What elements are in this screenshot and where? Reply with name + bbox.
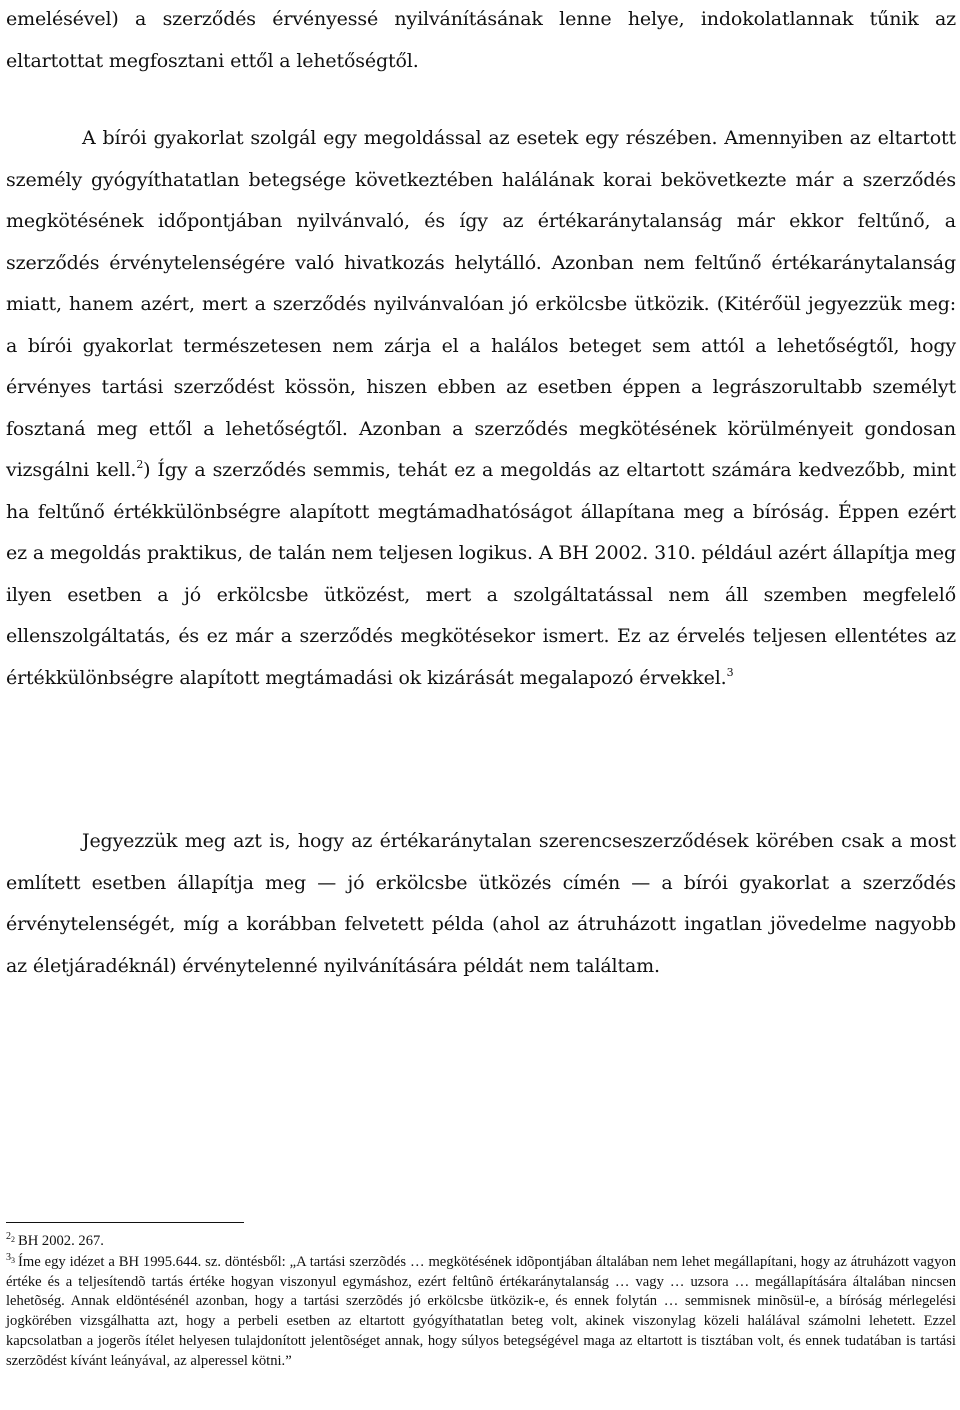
- footnote-reference-3[interactable]: 3: [726, 665, 734, 679]
- paragraph-judicial-practice: [6, 118, 956, 699]
- paragraph-text: Jegyezzük meg azt is, hogy az értékaránytalan szerencseszerződések körében csak a most említett esetben állapítja meg — jó erkölcsbe ütközés címén — a bírói gyakorlat a szerződés érvénytelenségét, míg a korábban felvetett példa (ahol az átruházott ingatlan jövedelme nagyobb az életjáradéknál) érvénytelenné nyilvánítására példát nem találtam.: [6, 830, 956, 977]
- footnote-text: Íme egy idézet a BH 1995.644. sz. döntésből: „A tartási szerzõdés … megkötésének idõpontjában általában nem lehet megállapítani, hogy az átruházott vagyon értéke és a teljesítendõ tartás értéke hogyan viszonyul egymáshoz, ezért feltûnõ értékaránytalanság … vagy … uzsora … megállapítására általában nincsen lehetõség. Annak eldöntésénél azonban, hogy a tartási szerzõdés jó erkölcsbe ütközik-e, és ennek folytán … semmisnek minõsül-e, a bíróság mérlegelési jogkörében vizsgálhatta azt, hogy a perbeli esetben az eltartott gyógyíthatatlan beteg volt, akinek viszonylag közeli halálával számolni lehetett. Ezzel kapcsolatban a jogerõs ítélet helyesen tulajdonított jelentõséget annak, hogy súlyos betegségével maga az eltartott is tisztában volt, és ennek tudatában is tartási szerzõdést kívánt leányával, az alperessel kötni.”: [6, 1253, 956, 1369]
- footnotes-section: [6, 1232, 956, 1373]
- footnote-2: [6, 1232, 956, 1252]
- footnote-mark: 22: [6, 1231, 15, 1244]
- paragraph-text: ) Így a szerződés semmis, tehát ez a megoldás az eltartott számára kedvezőbb, mint ha feltűnő értékkülönbségre alapított megtámadhatóságot állapítana meg a bíróság. Éppen ezért ez a megoldás praktikus, de talán nem teljesen logikus. A BH 2002. 310. például azért állapítja meg ilyen esetben a jó erkölcsbe ütközést, mert a szolgáltatással nem áll szemben megfelelő ellenszolgáltatás, és ez már a szerződés megkötésekor ismert. Ez az érvelés teljesen ellentétes az értékkülönbségre alapított megtámadási ok kizárását megalapozó érvekkel.: [6, 459, 956, 689]
- footnote-separator: [6, 1222, 244, 1223]
- paragraph-text: emelésével) a szerződés érvényessé nyilvánításának lenne helye, indokolatlannak tűnik az eltartottat megfosztani ettől a lehetőségtől.: [6, 8, 956, 72]
- footnote-reference-2[interactable]: 2: [136, 458, 144, 471]
- paragraph-note: [6, 821, 956, 987]
- paragraph-continuation: [6, 0, 956, 82]
- footnote-text: BH 2002. 267.: [18, 1233, 104, 1249]
- paragraph-text: A bírói gyakorlat szolgál egy megoldással az esetek egy részében. Amennyiben az eltartott személy gyógyíthatatlan betegsége következtében halálának korai bekövetkezte már a szerződés megkötésének időpontjában nyilvánvaló, és így az értékaránytalanság már ekkor feltűnő, a szerződés érvénytelenségére való hivatkozás helytálló. Azonban nem feltűnő értékaránytalanság miatt, hanem azért, mert a szerződés nyilvánvalóan jó erkölcsbe ütközik. (Kitérőül jegyezzük meg: a bírói gyakorlat természetesen nem zárja el a halálos beteget sem attól a lehetőségtől, hogy érvényes tartási szerződést kössön, hiszen ebben az esetben éppen a legrászorultabb személyt fosztaná meg ettől a lehetőségtől. Azonban a szerződés megkötésének körülményeit gondosan vizsgálni kell.: [6, 127, 956, 481]
- footnote-3: [6, 1253, 956, 1372]
- footnote-mark: 33: [6, 1251, 15, 1265]
- document-page: [6, 0, 958, 1410]
